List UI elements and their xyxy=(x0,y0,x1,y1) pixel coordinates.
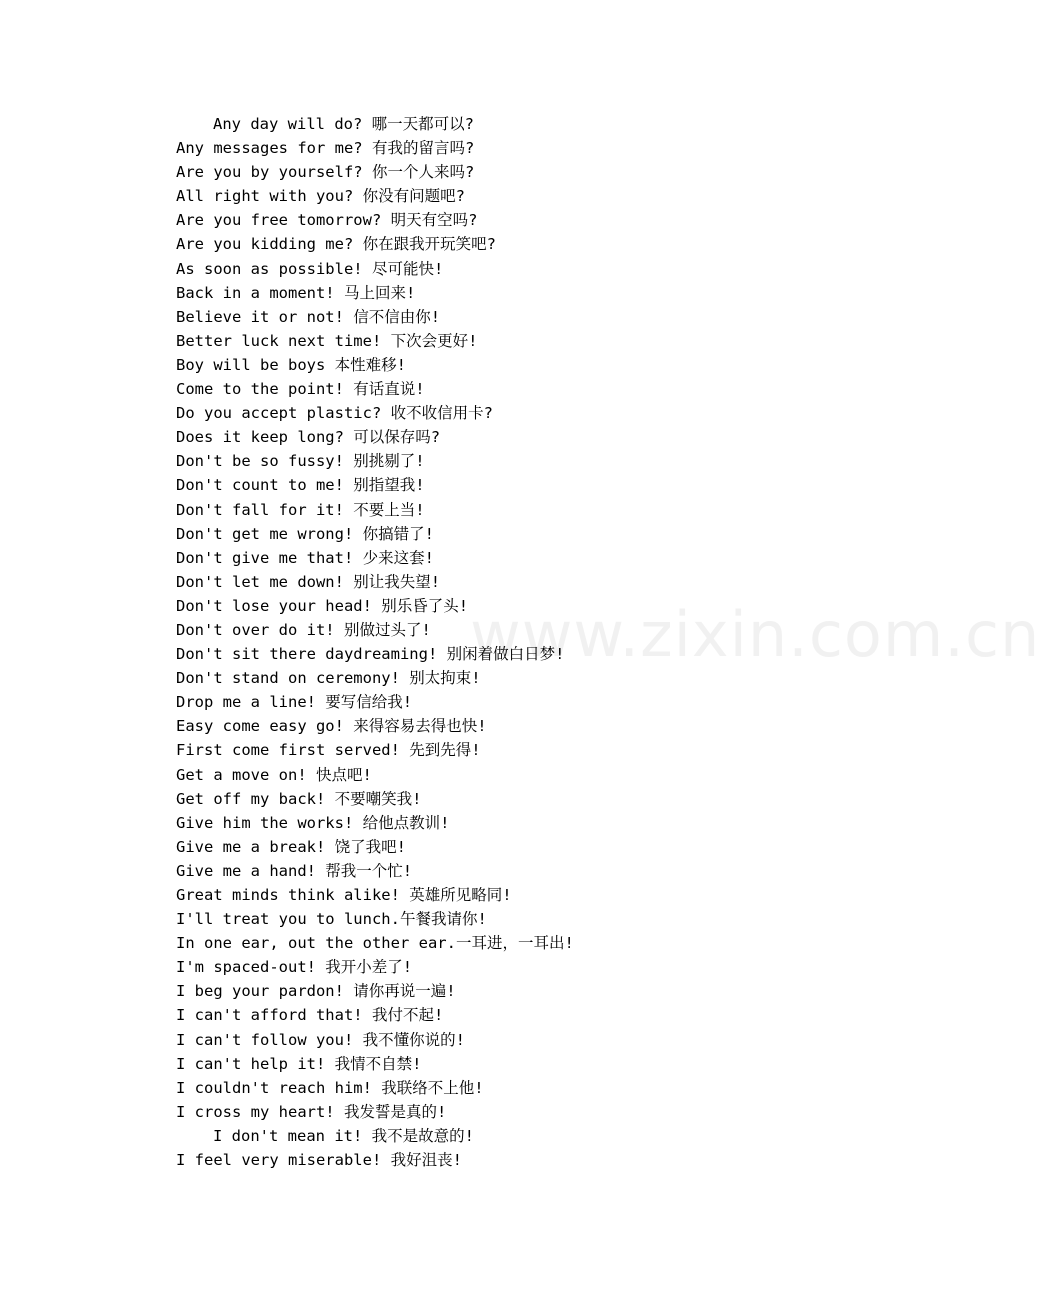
phrase-line: Drop me a line! 要写信给我! xyxy=(176,693,413,712)
phrase-line: As soon as possible! 尽可能快! xyxy=(176,259,444,278)
phrase-line: Don't get me wrong! 你搞错了! xyxy=(176,524,434,543)
phrase-line: First come first served! 先到先得! xyxy=(176,741,481,760)
phrase-line: I couldn't reach him! 我联络不上他! xyxy=(176,1078,484,1097)
phrase-line: Does it keep long? 可以保存吗? xyxy=(176,428,441,447)
phrase-line: Any messages for me? 有我的留言吗? xyxy=(176,139,475,158)
phrase-line: Don't fall for it! 不要上当! xyxy=(176,500,425,519)
phrase-line: Are you kidding me? 你在跟我开玩笑吧? xyxy=(176,235,496,254)
phrase-line: Don't be so fussy! 别挑剔了! xyxy=(176,452,425,471)
phrase-line: Don't let me down! 别让我失望! xyxy=(176,572,441,591)
phrase-line: I cross my heart! 我发誓是真的! xyxy=(176,1102,447,1121)
watermark: www.zixin.com.cn xyxy=(470,598,1040,671)
phrase-line: In one ear, out the other ear.一耳进，一耳出! xyxy=(176,934,574,953)
phrase-line: Great minds think alike! 英雄所见略同! xyxy=(176,886,512,904)
phrase-list xyxy=(176,112,876,1172)
phrase-line: Don't over do it! 别做过头了! xyxy=(176,620,431,639)
phrase-line: Easy come easy go! 来得容易去得也快! xyxy=(176,717,487,736)
phrase-line: Better luck next time! 下次会更好! xyxy=(176,331,478,350)
phrase-line: I'm spaced-out! 我开小差了! xyxy=(176,958,413,977)
phrase-line: I beg your pardon! 请你再说一遍! xyxy=(176,982,456,1001)
phrase-line: I feel very miserable! 我好沮丧! xyxy=(176,1151,462,1170)
phrase-line: I can't follow you! 我不懂你说的! xyxy=(176,1030,465,1049)
phrase-line: Do you accept plastic? 收不收信用卡? xyxy=(176,404,493,423)
phrase-line: I'll treat you to lunch.午餐我请你! xyxy=(176,910,487,929)
phrase-line: Are you by yourself? 你一个人来吗? xyxy=(176,163,475,182)
phrase-line: I can't help it! 我情不自禁! xyxy=(176,1054,422,1073)
phrase-line: Don't sit there daydreaming! 别闲着做白日梦! xyxy=(176,645,565,664)
phrase-line: Don't count to me! 别指望我! xyxy=(176,476,425,495)
phrase-line: Believe it or not! 信不信由你! xyxy=(176,307,441,326)
phrase-line: Give him the works! 给他点教训! xyxy=(176,813,450,832)
phrase-line: Don't stand on ceremony! 别太拘束! xyxy=(176,669,481,688)
phrase-line: Boy will be boys 本性难移! xyxy=(176,355,406,374)
phrase-line: Give me a hand! 帮我一个忙! xyxy=(176,861,413,880)
phrase-line: Don't give me that! 少来这套! xyxy=(176,548,434,567)
phrase-line: Give me a break! 饶了我吧! xyxy=(176,837,406,856)
phrase-line: Don't lose your head! 别乐昏了头! xyxy=(176,596,469,615)
phrase-line: Come to the point! 有话直说! xyxy=(176,380,425,399)
phrase-line: I can't afford that! 我付不起! xyxy=(176,1006,444,1025)
phrase-line: Get off my back! 不要嘲笑我! xyxy=(176,789,422,808)
phrase-line: Get a move on! 快点吧! xyxy=(176,765,372,784)
phrase-line: All right with you? 你没有问题吧? xyxy=(176,187,465,206)
phrase-line: Are you free tomorrow? 明天有空吗? xyxy=(176,211,478,230)
phrase-line: Any day will do? 哪一天都可以? xyxy=(213,115,474,133)
phrase-line: I don't mean it! 我不是故意的! xyxy=(213,1126,474,1145)
phrase-line: Back in a moment! 马上回来! xyxy=(176,283,416,302)
